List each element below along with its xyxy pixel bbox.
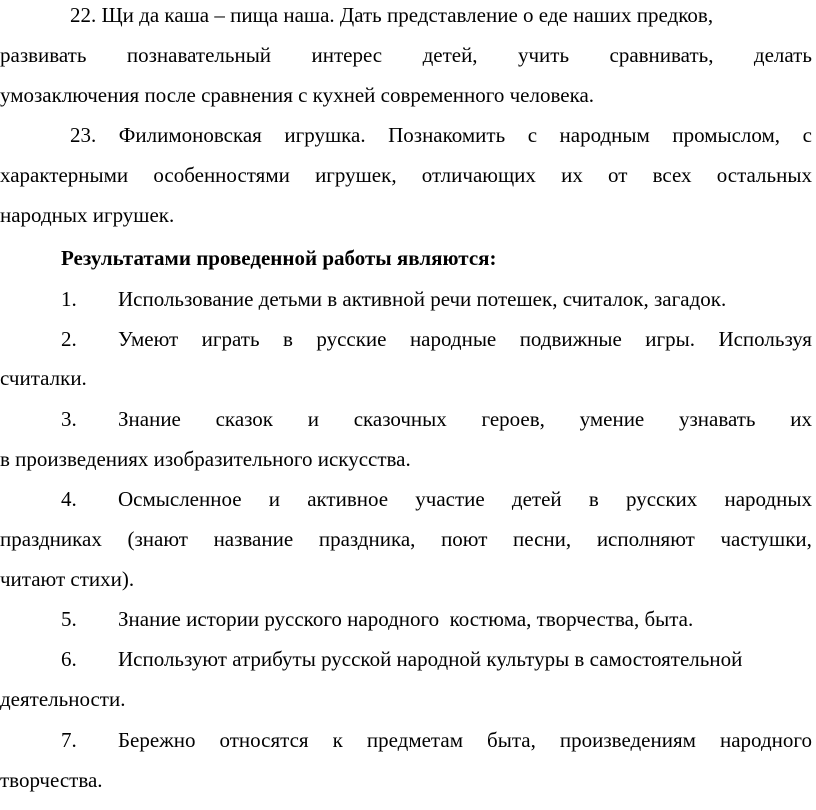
list-item-text (118, 486, 812, 512)
list-item-text: Использование детьми в активной речи потешек, считалок, загадок. (118, 287, 727, 311)
word: особенностями (153, 163, 290, 187)
word: играть (201, 327, 260, 351)
word: остальных (716, 163, 812, 187)
list-item-text: Знание истории русского народного костюма, творчества, быта. (118, 607, 694, 631)
word: отличающих (421, 163, 536, 187)
word: и (268, 487, 280, 511)
word: русских (625, 487, 698, 511)
list-item-number: 5. (61, 607, 77, 631)
word: с (802, 123, 812, 147)
list-item-continuation: творчества. (0, 768, 103, 792)
word: Бережно (118, 728, 196, 752)
word: детей (511, 487, 562, 511)
list-item-number: 3. (61, 407, 77, 431)
word: от (608, 163, 628, 187)
word: промыслом, (672, 123, 781, 147)
word: и (307, 407, 319, 431)
word: Используя (718, 327, 812, 351)
word: название (213, 527, 294, 551)
list-item-text (118, 326, 812, 352)
word: Осмысленное (118, 487, 242, 511)
paragraph-22-line-1: 22. Щи да каша – пища наша. Дать представление о еде наших предков, (70, 3, 714, 27)
list-item-number: 1. (61, 287, 77, 311)
paragraph-23-line-1 (70, 122, 812, 148)
word: исполняют (596, 527, 695, 551)
word: Знание (118, 407, 181, 431)
word: праздниках (0, 527, 102, 551)
word: народным (559, 123, 650, 147)
word: познавательный (126, 43, 272, 67)
word: игры. (645, 327, 695, 351)
word: предметам (366, 728, 463, 752)
word: относятся (219, 728, 309, 752)
word: характерными (0, 163, 129, 187)
paragraph-23-line-3: народных игрушек. (0, 203, 175, 227)
word: народные (409, 327, 497, 351)
word: праздника, (318, 527, 416, 551)
word: героев, (481, 407, 545, 431)
word: в (588, 487, 599, 511)
word: с (527, 123, 538, 147)
list-item-number: 7. (61, 728, 77, 752)
word: развивать (0, 43, 87, 67)
list-item-continuation (0, 526, 812, 552)
list-item-number: 6. (61, 647, 77, 671)
word: участие (415, 487, 485, 511)
word: всех (652, 163, 692, 187)
word: игрушка. (284, 123, 366, 147)
word: быта, (487, 728, 536, 752)
word: узнавать (678, 407, 756, 431)
word: их (790, 407, 812, 431)
word: сказок (215, 407, 274, 431)
word: сравнивать, (609, 43, 714, 67)
list-item-number: 4. (61, 487, 77, 511)
word: сказочных (353, 407, 447, 431)
word: учить (518, 43, 570, 67)
word: умение (579, 407, 645, 431)
word: в (283, 327, 293, 351)
results-heading: Результатами проведенной работы являются: (61, 246, 497, 270)
word: детей, (422, 43, 478, 67)
word: народного (719, 728, 812, 752)
paragraph-22-line-2 (0, 42, 812, 68)
paragraph-23-line-2 (0, 162, 812, 188)
list-item-continuation: в произведениях изобразительного искусства. (0, 447, 411, 471)
list-item-continuation: считалки. (0, 366, 87, 390)
word: интерес (311, 43, 383, 67)
word: поют (441, 527, 488, 551)
word: 23. (70, 123, 97, 147)
word: произведениям (559, 728, 696, 752)
word: подвижные (519, 327, 622, 351)
word: делать (753, 43, 812, 67)
list-item-text (118, 727, 812, 753)
list-item-continuation-2: читают стихи). (0, 567, 135, 591)
list-item-number: 2. (61, 327, 77, 351)
word: к (332, 728, 343, 752)
word: Познакомить (388, 123, 506, 147)
word: Умеют (118, 327, 179, 351)
word: песни, (513, 527, 572, 551)
word: (знают (127, 527, 188, 551)
word: их (561, 163, 583, 187)
word: Филимоновская (118, 123, 262, 147)
word: игрушек, (315, 163, 397, 187)
paragraph-22-line-3: умозаключения после сравнения с кухней современного человека. (0, 83, 595, 107)
word: частушки, (720, 527, 812, 551)
word: активное (307, 487, 389, 511)
list-item-text: Используют атрибуты русской народной культуры в самостоятельной (118, 647, 743, 671)
word: русские (316, 327, 387, 351)
list-item-text (118, 406, 812, 432)
list-item-continuation: деятельности. (0, 687, 126, 711)
word: народных (724, 487, 812, 511)
